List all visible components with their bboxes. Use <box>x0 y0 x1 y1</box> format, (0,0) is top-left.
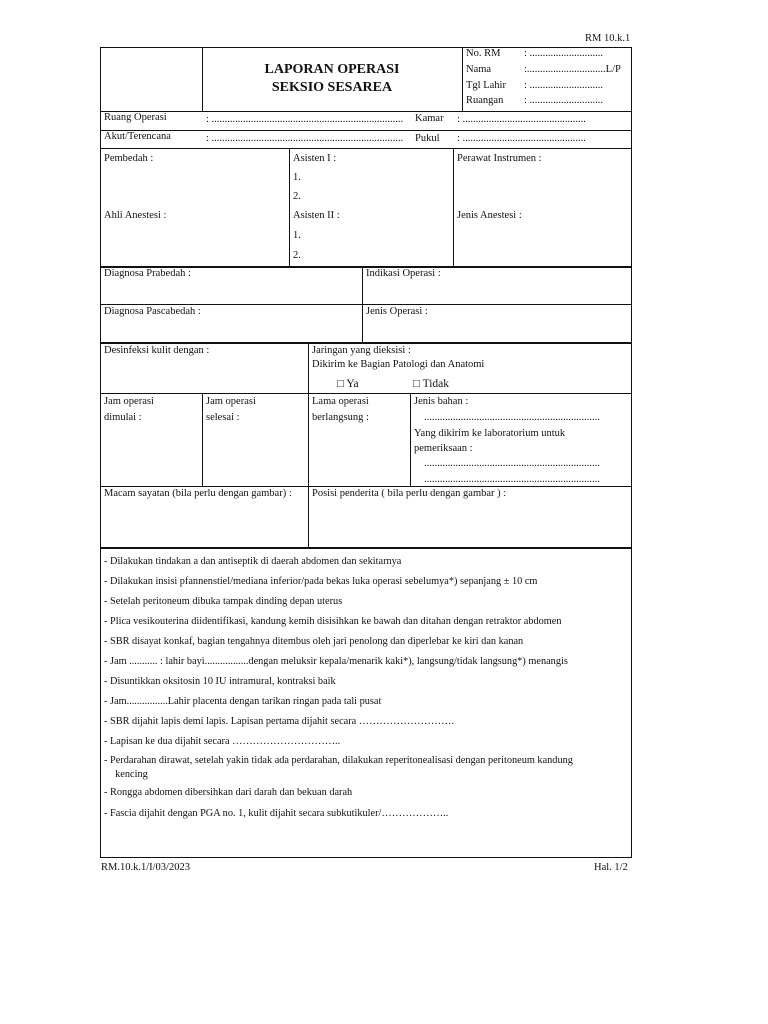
ahli-anestesi-label: Ahli Anestesi : <box>104 210 167 221</box>
kamar-label: Kamar <box>415 113 444 124</box>
page-title-line1: LAPORAN OPERASI <box>264 62 400 77</box>
perawat-instrumen-label: Perawat Instrumen : <box>457 153 542 164</box>
jenis-anestesi-label: Jenis Anestesi : <box>457 210 522 221</box>
form-code: RM 10.k.1 <box>585 33 631 44</box>
procedure-line: - SBR dijahit lapis demi lapis. Lapisan pertama dijahit secara ………………………. <box>104 716 455 727</box>
page-number: Hal. 1/2 <box>594 862 628 873</box>
jam-selesai-label-2: selesai : <box>206 412 240 423</box>
procedure-line: - SBR disayat konkaf, bagian tengahnya ditembus oleh jari penolong dan diperlebar ke kiri dan kanan <box>104 636 524 647</box>
ruang-operasi-field[interactable]: : ......................................................................... <box>206 114 404 125</box>
procedure-line: - Setelah peritoneum dibuka tampak dinding depan uterus <box>104 596 343 607</box>
procedure-line: kencing <box>110 769 148 780</box>
akut-terencana-field[interactable]: : ......................................................................... <box>206 133 404 144</box>
procedure-line: - Plica vesikouterina diidentifikasi, kandung kemih disisihkan ke bawah dan ditahan dengan retraktor abdomen <box>104 616 562 627</box>
desinfeksi-label: Desinfeksi kulit dengan : <box>104 345 210 356</box>
procedure-line: - Rongga abdomen dibersihkan dari darah dan bekuan darah <box>104 787 353 798</box>
jenis-bahan-field[interactable]: ................................................................... <box>424 412 600 423</box>
jenis-bahan-label: Jenis bahan : <box>414 396 469 407</box>
nama-field[interactable]: :..............................L/P <box>524 64 621 75</box>
procedure-line: - Perdarahan dirawat, setelah yakin tidak ada perdarahan, dilakukan reperitonealisasi dengan peritoneum kandung <box>104 755 573 766</box>
procedure-line: - Dilakukan insisi pfannenstiel/mediana inferior/pada bekas luka operasi sebelumya*) sepanjang ± 10 cm <box>104 576 538 587</box>
footer-form-code: RM.10.k.1/I/03/2023 <box>101 862 190 873</box>
indikasi-operasi-label: Indikasi Operasi : <box>366 268 441 279</box>
asisten1-label: Asisten I : <box>293 153 337 164</box>
procedure-line: - Disuntikkan oksitosin 10 IU intramural, kontraksi baik <box>104 676 336 687</box>
procedure-line: - Fascia dijahit dengan PGA no. 1, kulit dijahit secara subkutikuler/……………….. <box>104 808 449 819</box>
lama-operasi-label-1: Lama operasi <box>312 396 369 407</box>
no-rm-label: No. RM <box>466 48 501 59</box>
nama-label: Nama <box>466 64 492 75</box>
ruangan-label: Ruangan <box>466 95 504 106</box>
page-title-line2: SEKSIO SESAREA <box>271 80 393 95</box>
no-rm-field[interactable]: : ............................ <box>524 48 604 59</box>
procedure-line: - Jam................Lahir placenta dengan tarikan ringan pada tali pusat <box>104 696 382 707</box>
lab-label-2: pemeriksaan : <box>414 443 473 454</box>
akut-terencana-label: Akut/Terencana <box>104 131 171 142</box>
tgl-lahir-field[interactable]: : ............................ <box>524 80 604 91</box>
jaringan-label: Jaringan yang dieksisi : <box>312 345 411 356</box>
lama-operasi-label-2: berlangsung : <box>312 412 369 423</box>
pukul-label: Pukul <box>415 133 440 144</box>
asisten1-item2: 2. <box>293 191 301 202</box>
asisten1-item1: 1. <box>293 172 301 183</box>
procedure-line: - Dilakukan tindakan a dan antiseptik di daerah abdomen dan sekitarnya <box>104 556 402 567</box>
jenis-operasi-label: Jenis Operasi : <box>366 306 428 317</box>
asisten2-item2: 2. <box>293 250 301 261</box>
procedure-line: - Lapisan ke dua dijahit secara ………………………….. <box>104 736 341 747</box>
pembedah-label: Pembedah : <box>104 153 154 164</box>
procedure-line: - Jam ........... : lahir bayi.................dengan meluksir kepala/menarik kaki*), langsung/tidak langsung*) menangis <box>104 656 568 667</box>
asisten2-item1: 1. <box>293 230 301 241</box>
diagnosa-prabedah-label: Diagnosa Prabedah : <box>104 268 191 279</box>
tgl-lahir-label: Tgl Lahir <box>466 80 506 91</box>
jam-mulai-label-1: Jam operasi <box>104 396 154 407</box>
diagnosa-pascabedah-label: Diagnosa Pascabedah : <box>104 306 201 317</box>
macam-sayatan-label: Macam sayatan (bila perlu dengan gambar) : <box>104 488 292 499</box>
kamar-field[interactable]: : ............................................... <box>457 114 586 125</box>
lab-label-1: Yang dikirim ke laboratorium untuk <box>414 428 566 439</box>
asisten2-label: Asisten II : <box>293 210 340 221</box>
ruangan-field[interactable]: : ............................ <box>524 95 604 106</box>
jam-mulai-label-2: dimulai : <box>104 412 142 423</box>
pukul-field[interactable]: : ............................................... <box>457 133 586 144</box>
ruang-operasi-label: Ruang Operasi <box>104 112 167 123</box>
checkbox-tidak[interactable]: □ Tidak <box>413 378 450 390</box>
dikirim-label: Dikirim ke Bagian Patologi dan Anatomi <box>312 359 485 370</box>
checkbox-ya[interactable]: □ Ya <box>337 378 359 390</box>
jam-selesai-label-1: Jam operasi <box>206 396 256 407</box>
posisi-penderita-label: Posisi penderita ( bila perlu dengan gambar ) : <box>312 488 507 499</box>
lab-field-2[interactable]: ................................................................... <box>424 474 600 485</box>
lab-field-1[interactable]: ................................................................... <box>424 458 600 469</box>
